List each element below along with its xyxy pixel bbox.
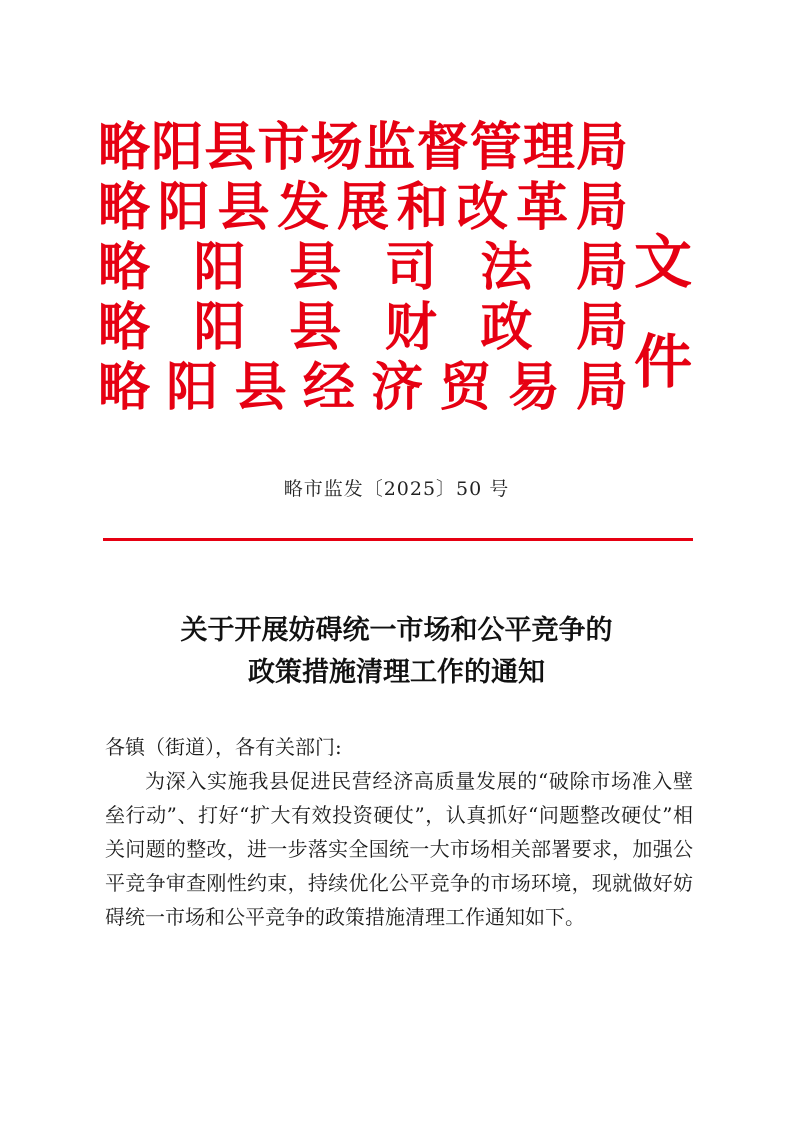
title-line-1: 关于开展妨碍统一市场和公平竞争的 [180,615,613,646]
body-paragraph: 为深入实施我县促进民营经济高质量发展的“破除市场准入壁垒行动”、打好“扩大有效投资硬仗”，认真抓好“问题整改硬仗”相关问题的整改，进一步落实全国统一大市场相关部署要求，加强公平竞争审查刚性约束，持续优化公平竞争的市场环境，现就做好妨碍统一市场和公平竞争的政策措施清理工作通知如下。 [105,769,693,929]
document-body [105,730,693,934]
issuing-authorities [98,118,628,418]
document-number: 略市监发〔2025〕50 号 [283,478,510,500]
issuer-market-supervision: 略 阳 县 市 场 监 督 管 理 局 [98,117,628,178]
issuer-economy-trade: 略 阳 县 经 济 贸 易 局 [98,357,628,418]
title-line-2: 政策措施清理工作的通知 [248,657,545,688]
red-separator-line [103,538,693,541]
document-title [0,610,793,694]
issuer-development-reform: 略 阳 县 发 展 和 改 革 局 [98,177,628,238]
issuer-finance: 略 阳 县 财 政 局 [98,297,628,358]
salutation: 各镇（街道），各有关部门: [105,735,342,759]
issuer-justice: 略 阳 县 司 法 局 [98,237,628,298]
document-type-label: 文 件 [633,228,692,396]
